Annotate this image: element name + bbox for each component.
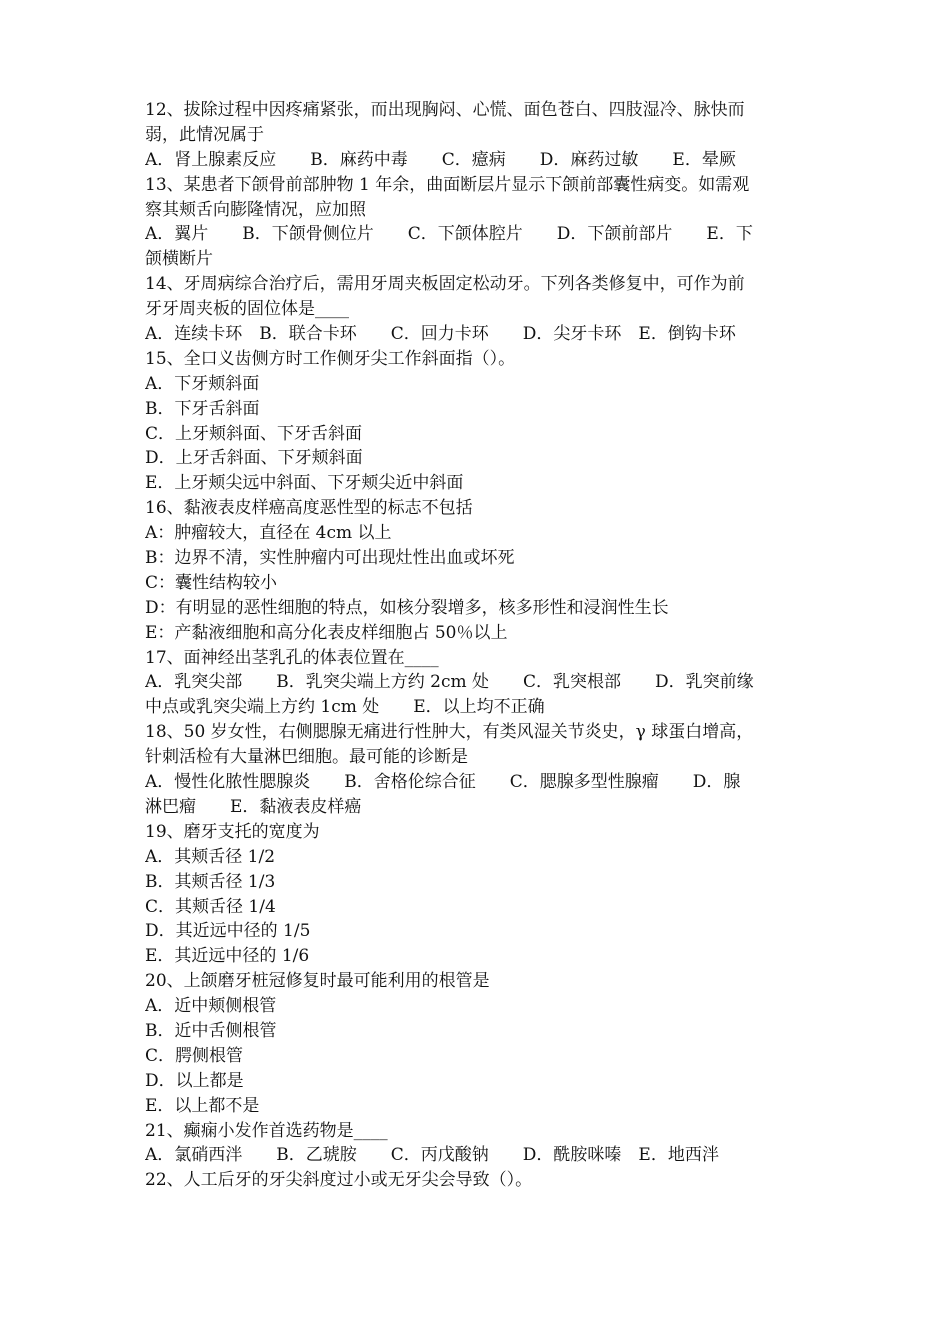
text-line: 14、牙周病综合治疗后，需用牙周夹板固定松动牙。下列各类修复中，可作为前 bbox=[145, 274, 745, 295]
text-line: 17、面神经出茎乳孔的体表位置在____ bbox=[145, 647, 439, 668]
text-line: C．其颊舌径 1/4 bbox=[145, 896, 276, 917]
text-line: A：肿瘤较大，直径在 4cm 以上 bbox=[145, 523, 392, 544]
text-line: A．肾上腺素反应 B．麻药中毒 C．癔病 D．麻药过敏 E．晕厥 bbox=[145, 149, 736, 170]
text-line: D．以上都是 bbox=[145, 1070, 244, 1091]
text-line: 淋巴瘤 E．黏液表皮样癌 bbox=[145, 796, 362, 817]
text-line: 牙牙周夹板的固位体是____ bbox=[145, 299, 349, 320]
text-line: A．其颊舌径 1/2 bbox=[145, 846, 276, 867]
text-line: B．其颊舌径 1/3 bbox=[145, 871, 276, 892]
text-line: B．近中舌侧根管 bbox=[145, 1020, 277, 1041]
text-line: E．其近远中径的 1/6 bbox=[145, 946, 310, 967]
text-line: 颌横断片 bbox=[145, 249, 213, 270]
text-line: 针刺活检有大量淋巴细胞。最可能的诊断是 bbox=[145, 747, 468, 768]
text-line: 20、上颌磨牙桩冠修复时最可能利用的根管是 bbox=[145, 971, 490, 992]
text-line: 察其颊舌向膨隆情况，应加照 bbox=[145, 199, 366, 220]
text-line: 21、癫痫小发作首选药物是____ bbox=[145, 1120, 388, 1141]
text-line: 弱，此情况属于 bbox=[145, 124, 264, 145]
text-line: 中点或乳突尖端上方约 1cm 处 E．以上均不正确 bbox=[145, 697, 545, 718]
text-line: 15、全口义齿侧方时工作侧牙尖工作斜面指（）。 bbox=[145, 348, 516, 369]
text-line: 16、黏液表皮样癌高度恶性型的标志不包括 bbox=[145, 498, 473, 519]
text-line: C．上牙颊斜面、下牙舌斜面 bbox=[145, 423, 363, 444]
text-line: 22、人工后牙的牙尖斜度过小或无牙尖会导致（）。 bbox=[145, 1170, 533, 1191]
text-line: E．以上都不是 bbox=[145, 1095, 260, 1116]
text-line: 19、磨牙支托的宽度为 bbox=[145, 821, 320, 842]
document-body bbox=[145, 98, 817, 1193]
text-line: B：边界不清，实性肿瘤内可出现灶性出血或坏死 bbox=[145, 548, 515, 569]
text-line: C：囊性结构较小 bbox=[145, 572, 278, 593]
text-line: A．连续卡环 B．联合卡环 C．回力卡环 D．尖牙卡环 E．倒钩卡环 bbox=[145, 324, 736, 345]
text-line: D．其近远中径的 1/5 bbox=[145, 921, 311, 942]
text-line: C．腭侧根管 bbox=[145, 1045, 244, 1066]
text-line: B．下牙舌斜面 bbox=[145, 398, 260, 419]
text-line: A．近中颊侧根管 bbox=[145, 996, 277, 1017]
text-line: A．下牙颊斜面 bbox=[145, 373, 260, 394]
text-line: 18、50 岁女性，右侧腮腺无痛进行性肿大，有类风湿关节炎史，γ 球蛋白增高， bbox=[145, 722, 754, 743]
text-line: A．乳突尖部 B．乳突尖端上方约 2cm 处 C．乳突根部 D．乳突前缘 bbox=[145, 672, 754, 693]
text-line: D．上牙舌斜面、下牙颊斜面 bbox=[145, 448, 363, 469]
text-line: E．上牙颊尖远中斜面、下牙颊尖近中斜面 bbox=[145, 473, 464, 494]
text-line: A．氯硝西泮 B．乙琥胺 C．丙戊酸钠 D．酰胺咪嗪 E．地西泮 bbox=[145, 1145, 719, 1166]
text-line: 12、拔除过程中因疼痛紧张，而出现胸闷、心慌、面色苍白、四肢湿冷、脉快而 bbox=[145, 100, 745, 120]
text-line: E：产黏液细胞和高分化表皮样细胞占 50％以上 bbox=[145, 622, 508, 643]
text-line: 13、某患者下颌骨前部肿物 1 年余，曲面断层片显示下颌前部囊性病变。如需观 bbox=[145, 174, 750, 195]
text-line: A．翼片 B．下颌骨侧位片 C．下颌体腔片 D．下颌前部片 E．下 bbox=[145, 224, 753, 245]
text-line: A．慢性化脓性腮腺炎 B．舍格伦综合征 C．腮腺多型性腺瘤 D．腺 bbox=[145, 772, 741, 793]
text-line: D：有明显的恶性细胞的特点，如核分裂增多，核多形性和浸润性生长 bbox=[145, 597, 669, 618]
